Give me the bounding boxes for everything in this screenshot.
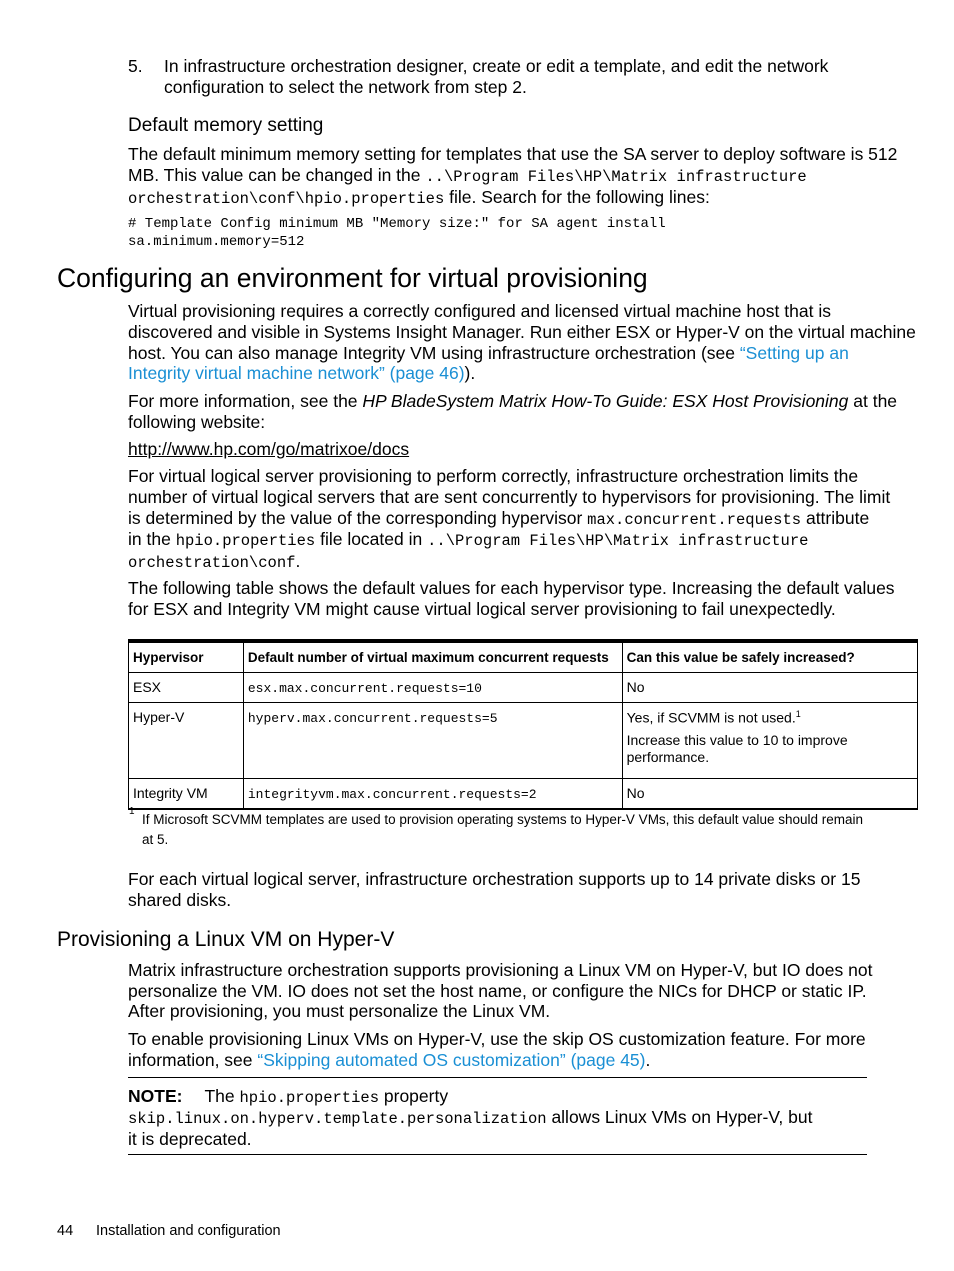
vp-text: is determined by the value of the corresponding hypervisor [128,508,588,528]
vp-text: attribute [801,508,870,528]
footnote-ref: 1 [795,709,801,719]
linux-para-2-line-1: To enable provisioning Linux VMs on Hyper-V, use the skip OS customization feature. For more [128,1029,866,1049]
note-property-code: skip.linux.on.hyperv.template.personalization [128,1110,547,1128]
footnote-mark: 1 [129,806,135,817]
vp-text: For more information, see the [128,391,363,411]
properties-file-code: hpio.properties [175,532,316,550]
linux-para-1-line-1: Matrix infrastructure orchestration supports provisioning a Linux VM on Hyper-V, but IO does not [128,960,873,980]
safe-answer: Yes, if SCVMM is not used. [626,709,796,726]
vp-text: . [295,551,301,571]
linux-text: . [645,1050,651,1070]
note-bottom-rule [128,1154,867,1155]
vp-text: in the [128,529,176,549]
vp-para-3-line-4 [128,529,808,552]
safe-cell: No [622,673,917,703]
footnote-line-1: If Microsoft SCVMM templates are used to provision operating systems to Hyper-V VMs, this default value should remain [142,812,864,827]
safe-text [627,709,913,726]
value-code: integrityvm.max.concurrent.requests=2 [247,787,537,802]
note-line-3: it is deprecated. [128,1129,252,1149]
memory-path-code: ..\Program Files\HP\Matrix infrastructure [425,168,807,186]
value-cell [243,703,622,779]
code-line-2: sa.minimum.memory=512 [128,234,305,250]
vp-text: at the [848,391,898,411]
hypervisor-table-wrapper [128,639,918,810]
table-row [129,779,918,809]
value-code: hyperv.max.concurrent.requests=5 [247,711,498,726]
memory-file-code: orchestration\conf\hpio.properties [128,190,445,208]
safe-extra-line-1: Increase this value to 10 to improve [626,731,848,748]
note-properties-code: hpio.properties [239,1089,380,1107]
footer-section-title: Installation and configuration [96,1223,281,1239]
step-5-number: 5. [128,56,143,76]
memory-para-line-3 [128,187,710,210]
hypervisor-table [128,642,918,809]
vp-para-4-line-2: for ESX and Integrity VM might cause virtual logical server provisioning to fail unexpectedly. [128,599,836,619]
note-text: The [204,1086,240,1106]
note-label: NOTE: [128,1086,183,1106]
hypervisor-cell: Hyper-V [129,703,244,779]
vp-para-3-line-5 [128,551,300,574]
memory-para-line-2 [128,165,807,188]
linux-para-1-line-2: personalize the VM. IO does not set the host name, or configure the NICs for DHCP or static IP. [128,981,867,1001]
column-header: Default number of virtual maximum concurrent requests [243,643,622,673]
vp-para-3-line-3 [128,508,869,531]
linux-text: information, see [128,1050,258,1070]
value-code: esx.max.concurrent.requests=10 [247,681,482,696]
note-top-rule [128,1077,867,1078]
hypervisor-cell: Integrity VM [129,779,244,809]
memory-para-line-1: The default minimum memory setting for templates that use the SA server to deploy software is 512 [128,144,898,164]
code-line-1: # Template Config minimum MB "Memory size:" for SA agent install [128,216,666,232]
linux-para-2-line-2 [128,1050,650,1071]
section-title-virtual-provisioning: Configuring an environment for virtual provisioning [57,263,648,293]
footnote-line-2: at 5. [142,832,169,847]
note-text: property [379,1086,449,1106]
page-number: 44 [57,1223,74,1239]
vp-para-1-line-3 [128,343,849,364]
column-header: Can this value be safely increased? [622,643,917,673]
vp-para-2-line-1 [128,391,897,412]
integrity-network-link-cont[interactable]: Integrity virtual machine network” (page 46) [128,363,465,383]
linux-para-1-line-3: After provisioning, you must personalize the Linux VM. [128,1001,551,1021]
matrixoe-docs-url[interactable]: http://www.hp.com/go/matrixoe/docs [128,439,410,459]
note-line-2 [128,1107,812,1130]
skip-os-customization-link[interactable]: “Skipping automated OS customization” (page 45) [257,1050,646,1070]
column-header: Hypervisor [129,643,244,673]
step-5-line-1: In infrastructure orchestration designer, create or edit a template, and edit the network [164,56,829,76]
vp-para-1-line-4 [128,363,475,384]
vp-para-4-line-1: The following table shows the default values for each hypervisor type. Increasing the default values [128,578,895,598]
safe-extra-line-2: performance. [626,748,710,765]
program-path-code: ..\Program Files\HP\Matrix infrastructure [427,532,809,550]
attribute-code: max.concurrent.requests [587,511,802,529]
vp-para-1-line-2: discovered and visible in Systems Insight Manager. Run either ESX or Hyper-V on the virtual machine [128,322,916,342]
guide-title: HP BladeSystem Matrix How-To Guide: ESX Host Provisioning [362,391,849,411]
table-row [129,673,918,703]
disks-line-1: For each virtual logical server, infrastructure orchestration supports up to 14 private disks or 15 [128,869,861,889]
safe-extra [627,732,913,766]
vp-para-1-line-1: Virtual provisioning requires a correctly configured and licensed virtual machine host that is [128,301,831,321]
conf-path-code: orchestration\conf [128,554,296,572]
disks-line-2: shared disks. [128,890,232,910]
safe-cell: No [622,779,917,809]
vp-text: host. You can also manage Integrity VM using infrastructure orchestration (see [128,343,740,363]
value-cell [243,779,622,809]
memory-text: file. Search for the following lines: [444,187,710,207]
vp-para-2-line-2: following website: [128,412,266,432]
value-cell [243,673,622,703]
vp-text: ). [464,363,476,383]
note-text: allows Linux VMs on Hyper-V, but [546,1107,813,1127]
section-title-linux-hyperv: Provisioning a Linux VM on Hyper-V [57,928,395,951]
note-line-1 [128,1086,448,1109]
step-5-line-2: configuration to select the network from step 2. [164,77,527,97]
memory-text: MB. This value can be changed in the [128,165,426,185]
vp-text: file located in [315,529,428,549]
integrity-network-link[interactable]: “Setting up an [739,343,849,363]
vp-para-3-line-1: For virtual logical server provisioning to perform correctly, infrastructure orchestration limits the [128,466,859,486]
hypervisor-cell: ESX [129,673,244,703]
vp-para-3-line-2: number of virtual logical servers that are sent concurrently to hypervisors for provisioning. The limit [128,487,891,507]
table-header-row [129,643,918,673]
safe-cell [622,703,917,779]
default-memory-heading: Default memory setting [128,115,324,136]
table-row [129,703,918,779]
